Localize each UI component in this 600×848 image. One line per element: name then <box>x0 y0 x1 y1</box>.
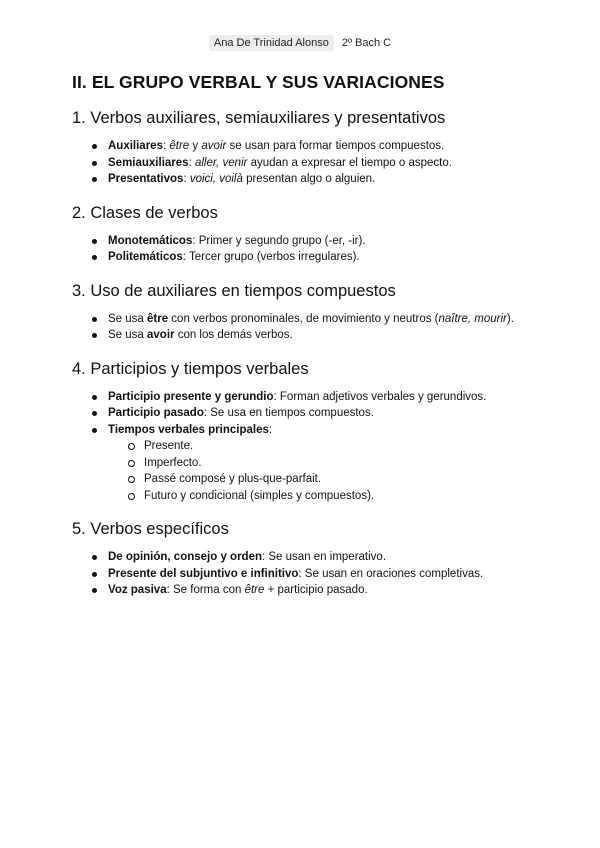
course-label: 2º Bach C <box>341 37 392 49</box>
sub-list-item: Imperfecto. <box>128 455 542 472</box>
list-item: Voz pasiva: Se forma con être + participio pasado. <box>92 582 542 599</box>
section-heading-5: 5. Verbos específicos <box>72 520 229 538</box>
page-header <box>0 37 600 49</box>
section-heading-2: 2. Clases de verbos <box>72 203 218 222</box>
section-heading-1: 1. Verbos auxiliares, semiauxiliares y presentativos <box>72 109 446 127</box>
sub-list-item: Presente. <box>128 438 542 455</box>
list-item: Presentativos: voici, voilà presentan algo o alguien. <box>92 171 542 188</box>
section-list-4 <box>72 389 542 505</box>
list-item: Monotemáticos: Primer y segundo grupo (-er, -ir). <box>92 233 542 250</box>
section-list-1 <box>72 138 542 188</box>
document-body <box>72 72 542 615</box>
section-list-3 <box>72 311 542 344</box>
section-heading-3: 3. Uso de auxiliares en tiempos compuestos <box>72 281 396 300</box>
list-item: De opinión, consejo y orden: Se usan en imperativo. <box>92 549 542 566</box>
author-name: Ana De Trinidad Alonso <box>209 35 334 51</box>
list-item: Participio presente y gerundio: Forman adjetivos verbales y gerundivos. <box>92 389 542 406</box>
list-item: Politemáticos: Tercer grupo (verbos irregulares). <box>92 249 542 266</box>
document-title: II. EL GRUPO VERBAL Y SUS VARIACIONES <box>72 72 445 92</box>
section-list-2 <box>72 233 542 266</box>
list-item: Auxiliares: être y avoir se usan para formar tiempos compuestos. <box>92 138 542 155</box>
list-item: Presente del subjuntivo e infinitivo: Se usan en oraciones completivas. <box>92 566 542 583</box>
sub-list-item: Passé composé y plus-que-parfait. <box>128 471 542 488</box>
list-item: Tiempos verbales principales: Presente. Imperfecto. Passé composé y plus-que-parfait. Futuro y condicional (simples y compuestos). <box>92 422 542 505</box>
list-item: Semiauxiliares: aller, venir ayudan a expresar el tiempo o aspecto. <box>92 155 542 172</box>
list-item: Participio pasado: Se usa en tiempos compuestos. <box>92 405 542 422</box>
list-item: Se usa être con verbos pronominales, de movimiento y neutros (naître, mourir). <box>92 311 542 328</box>
section-heading-4: 4. Participios y tiempos verbales <box>72 359 309 378</box>
sub-list <box>108 438 542 504</box>
sub-list-item: Futuro y condicional (simples y compuestos). <box>128 488 542 505</box>
list-item: Se usa avoir con los demás verbos. <box>92 327 542 344</box>
section-list-5 <box>72 549 542 599</box>
